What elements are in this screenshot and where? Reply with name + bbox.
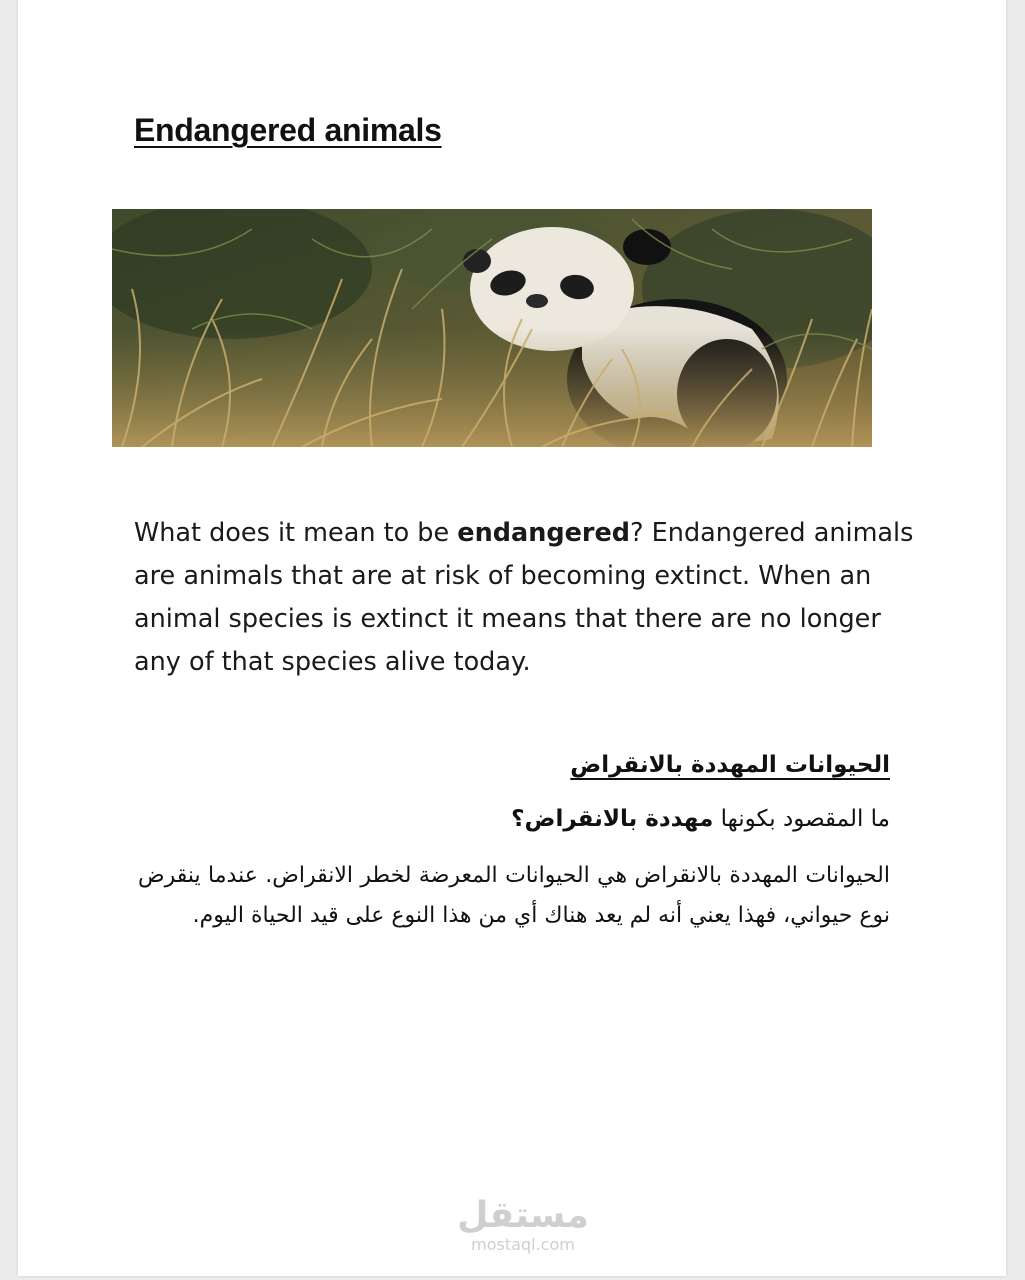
page-title: Endangered animals [134,112,442,148]
intro-paragraph [134,512,914,684]
arabic-question-bold: مهددة بالانقراض؟ [511,806,714,832]
mostaql-watermark [448,1196,598,1254]
arabic-heading: الحيوانات المهددة بالانقراض [570,752,890,778]
watermark-logo: مستقل [457,1195,589,1236]
arabic-question-text: ما المقصود بكونها [713,806,890,832]
arabic-question [138,806,890,832]
intro-text-2: ? Endangered animals are animals that are at risk of becoming extinct. When an animal species is extinct it means that there are no longer any of that species alive today. [134,518,914,677]
intro-bold-term: endangered [457,518,631,548]
watermark-url: mostaql.com [471,1235,575,1254]
document-page [18,0,1006,1276]
intro-text-1: What does it mean to be [134,518,458,548]
arabic-answer: الحيوانات المهددة بالانقراض هي الحيوانات المعرضة لخطر الانقراض. عندما ينقرض نوع حيواني، فهذا يعني أنه لم يعد هناك أي من هذا النوع على قيد الحياة اليوم. [138,863,890,928]
panda-photo [112,209,872,447]
